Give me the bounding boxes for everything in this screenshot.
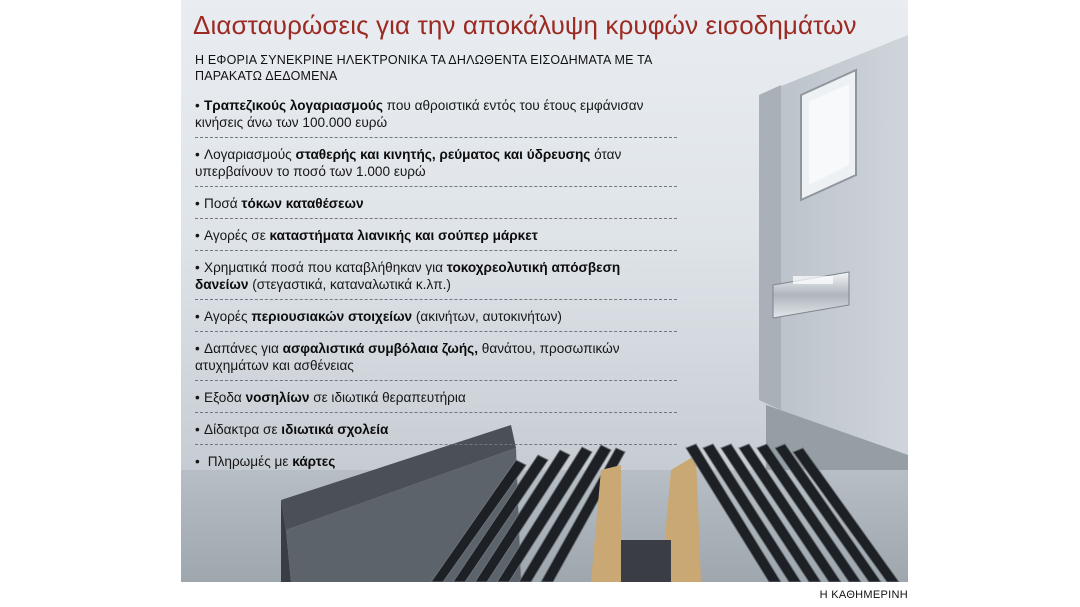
item-highlight: ιδιωτικά σχολεία: [281, 422, 389, 437]
bullet-icon: •: [195, 309, 200, 324]
bullet-icon: •: [195, 422, 200, 437]
publisher-credit: Η ΚΑΘΗΜΕΡΙΝΗ: [819, 589, 908, 601]
bullet-icon: •: [195, 341, 200, 356]
bullet-icon: •: [195, 228, 200, 243]
subtitle: Η ΕΦΟΡΙΑ ΣΥΝΕΚΡΙΝΕ ΗΛΕΚΤΡΟΝΙΚΑ ΤΑ ΔΗΛΩΘΕΝΤΑ ΕΙΣΟΔΗΜΑΤΑ ΜΕ ΤΑ ΠΑΡΑΚΑΤΩ ΔΕΔΟΜΕΝΑ: [195, 53, 652, 83]
list-item: • Ποσά τόκων καταθέσεων: [195, 192, 677, 219]
item-highlight: τόκων καταθέσεων: [241, 196, 364, 211]
item-highlight: τοκοχρεολυτική απόσβεση δανείων: [195, 260, 621, 292]
list-item: • Δαπάνες για ασφαλιστικά συμβόλαια ζωής, θανάτου, προσωπικών ατυχημάτων και ασθένειας: [195, 337, 677, 381]
item-highlight: σταθερής και κινητής, ρεύματος και ύδρευσης: [295, 147, 591, 162]
item-highlight: ασφαλιστικά συμβόλαια ζωής,: [282, 341, 479, 356]
list-item: • Δίδακτρα σε ιδιωτικά σχολεία: [195, 418, 677, 445]
item-highlight: νοσηλίων: [245, 390, 310, 405]
list-item: • Αγορές σε καταστήματα λιανικής και σούπερ μάρκετ: [195, 224, 677, 251]
list-item: • Αγορές περιουσιακών στοιχείων (ακινήτων, αυτοκινήτων): [195, 305, 677, 332]
infographic-panel: [181, 0, 908, 582]
bullet-icon: •: [195, 147, 200, 162]
criteria-list: [195, 94, 677, 481]
list-item: • Τραπεζικούς λογαριασμούς που αθροιστικά εντός του έτους εμφάνισαν κινήσεις άνω των 100.000 ευρώ: [195, 94, 677, 138]
list-item: • Πληρωμές με κάρτες: [195, 454, 336, 469]
list-item: • Λογαριασμούς σταθερής και κινητής, ρεύματος και ύδρευσης όταν υπερβαίνουν το ποσό των 1.000 ευρώ: [195, 143, 677, 187]
list-item: • Χρηματικά ποσά που καταβλήθηκαν για τοκοχρεολυτική απόσβεση δανείων (στεγαστικά, καταναλωτικά κ.λπ.): [195, 256, 677, 300]
bullet-icon: •: [195, 454, 200, 469]
item-highlight: κάρτες: [292, 454, 336, 469]
item-highlight: περιουσιακών στοιχείων: [251, 309, 413, 324]
bullet-icon: •: [195, 390, 200, 405]
bullet-icon: •: [195, 98, 200, 113]
bullet-icon: •: [195, 196, 200, 211]
item-highlight: καταστήματα λιανικής και σούπερ μάρκετ: [269, 228, 538, 243]
page-title: Διασταυρώσεις για την αποκάλυψη κρυφών εισοδημάτων: [193, 10, 857, 40]
bullet-icon: •: [195, 260, 200, 275]
list-item: • Εξοδα νοσηλίων σε ιδιωτικά θεραπευτήρια: [195, 386, 677, 413]
item-highlight: Τραπεζικούς λογαριασμούς: [204, 98, 383, 113]
